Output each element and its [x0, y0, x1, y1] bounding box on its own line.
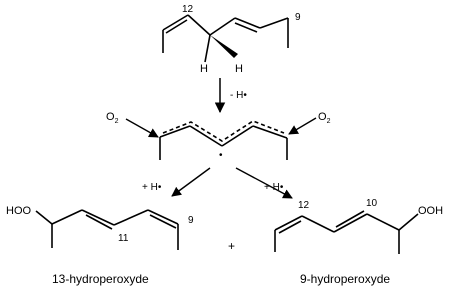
locant-12-product: 12 [298, 200, 310, 211]
bond [222, 126, 253, 146]
bond [260, 18, 288, 28]
o2-right-arrow [289, 118, 316, 134]
hoo-group: HOO [6, 205, 32, 217]
bond [160, 126, 190, 137]
bond [52, 210, 82, 224]
pentadienyl-radical [160, 121, 287, 160]
bond [302, 216, 334, 232]
locant-9-product: 9 [188, 215, 194, 226]
o2-right: $O_2$ [318, 111, 331, 125]
locant-9: 9 [295, 12, 301, 23]
bond [114, 210, 148, 225]
bond [188, 15, 210, 35]
bond [399, 214, 418, 230]
product-9-structure [275, 211, 418, 254]
double-bond-inner [235, 23, 257, 32]
h-addition-left-label: + H• [142, 182, 162, 193]
ch-bond-hashed [205, 35, 210, 62]
ch-bond-wedge [210, 35, 238, 58]
product-13-structure [36, 210, 178, 250]
h-addition-right-label: + H• [264, 182, 284, 193]
locant-12: 12 [182, 4, 194, 15]
hydrogen-left: H [200, 63, 208, 75]
locant-11: 11 [118, 233, 129, 244]
o2-left-arrow [126, 119, 158, 137]
bond [190, 126, 222, 146]
bond [235, 18, 260, 28]
abstraction-label: - H• [230, 90, 247, 101]
bond [334, 214, 367, 232]
top-molecule [163, 15, 288, 62]
radical-dot: • [219, 150, 223, 161]
ooh-group: OOH [418, 205, 444, 217]
bond [36, 211, 52, 224]
locant-10: 10 [366, 198, 378, 209]
h-addition-left-arrow [172, 168, 210, 196]
plus-sign: + [228, 239, 236, 253]
product-13-name: 13-hydroperoxyde [52, 272, 149, 286]
hydrogen-right: H [235, 63, 243, 75]
o2-left: $O_2$ [106, 111, 119, 125]
bond [82, 210, 114, 225]
bond [367, 214, 399, 230]
double-bond-inner [336, 211, 364, 227]
product-9-name: 9-hydroperoxyde [300, 272, 391, 286]
bond [210, 18, 235, 35]
